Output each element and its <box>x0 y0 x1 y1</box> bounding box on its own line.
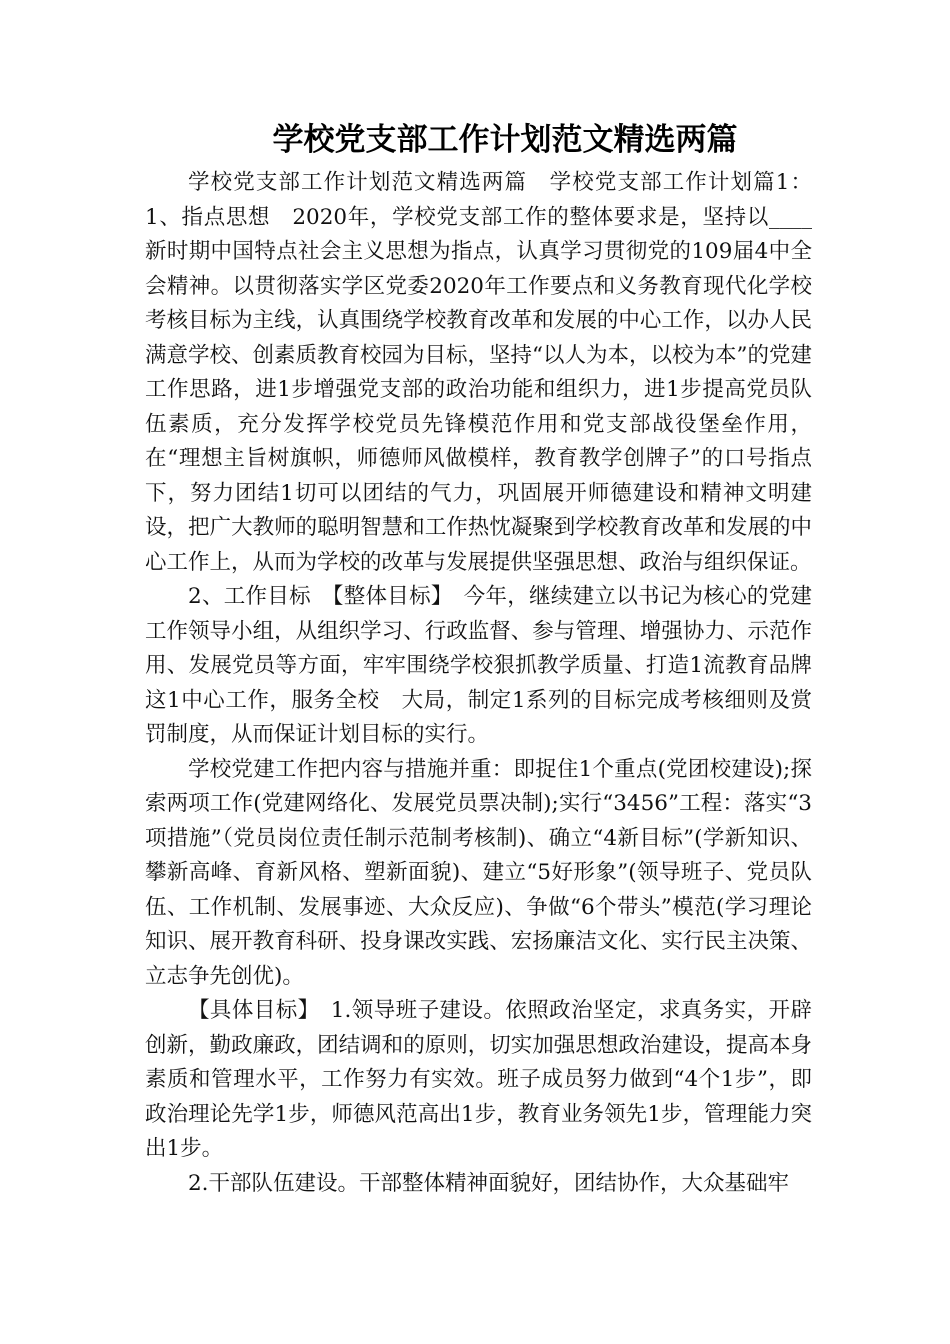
paragraph-guiding-thought: 学校党支部工作计划范文精选两篇 学校党支部工作计划篇1：1、指点思想 2020年，学校党支部工作的整体要求是，坚持以____新时期中国特点社会主义思想为指点，认真学习贯彻党的109届4中全会精神。以贯彻落实学区党委2020年工作要点和义务教育现代化学校考核目标为主线，认真围绕学校教育改革和发展的中心工作，以办人民满意学校、创素质教育校园为目标，坚持“以人为本，以校为本”的党建工作思路，进1步增强党支部的政治功能和组织力，进1步提高党员队伍素质，充分发挥学校党员先锋模范作用和党支部战役堡垒作用，在“理想主旨树旗帜，师德师风做模样，教育教学创牌子”的口号指点下，努力团结1切可以团结的气力，巩固展开师德建设和精神文明建设，把广大教师的聪明智慧和工作热忱凝聚到学校教育改革和发展的中心工作上，从而为学校的改革与发展提供坚强思想、政治与组织保证。 <box>145 170 812 575</box>
paragraph-specific-goals: 【具体目标】 1.领导班子建设。依照政治坚定，求真务实，开辟创新，勤政廉政，团结调和的原则，切实加强思想政治建设，提高本身素质和管理水平，工作努力有实效。班子成员努力做到“4个1步”，即政治理论先学1步，师德风范高出1步，教育业务领先1步，管理能力突出1步。 <box>145 998 812 1161</box>
paragraph-work-goals: 2、工作目标 【整体目标】 今年，继续建立以书记为核心的党建工作领导小组，从组织学习、行政监督、参与管理、增强协力、示范作用、发展党员等方面，牢牢围绕学校狠抓教学质量、打造1流教育品牌这1中心工作，服务全校 大局，制定1系列的目标完成考核细则及赏罚制度，从而保证计划目标的实行。 <box>145 584 812 747</box>
document-body <box>145 166 812 1201</box>
paragraph-party-building-measures: 学校党建工作把内容与措施并重：即捉住1个重点(党团校建设);探索两项工作(党建网络化、发展党员票决制);实行“3456”工程：落实“3项措施”（党员岗位责任制示范制考核制)、确立“4新目标”(学新知识、攀新高峰、育新风格、塑新面貌)、建立“5好形象”(领导班子、党员队伍、工作机制、发展事迹、大众反应)、争做“6个带头”模范(学习理论知识、展开教育科研、投身课改实践、宏扬廉洁文化、实行民主决策、立志争先创优)。 <box>145 756 812 989</box>
document-title: 学校党支部工作计划范文精选两篇 <box>272 122 738 158</box>
paragraph-cadre-team: 2.干部队伍建设。干部整体精神面貌好，团结协作，大众基础牢 <box>188 1170 790 1196</box>
